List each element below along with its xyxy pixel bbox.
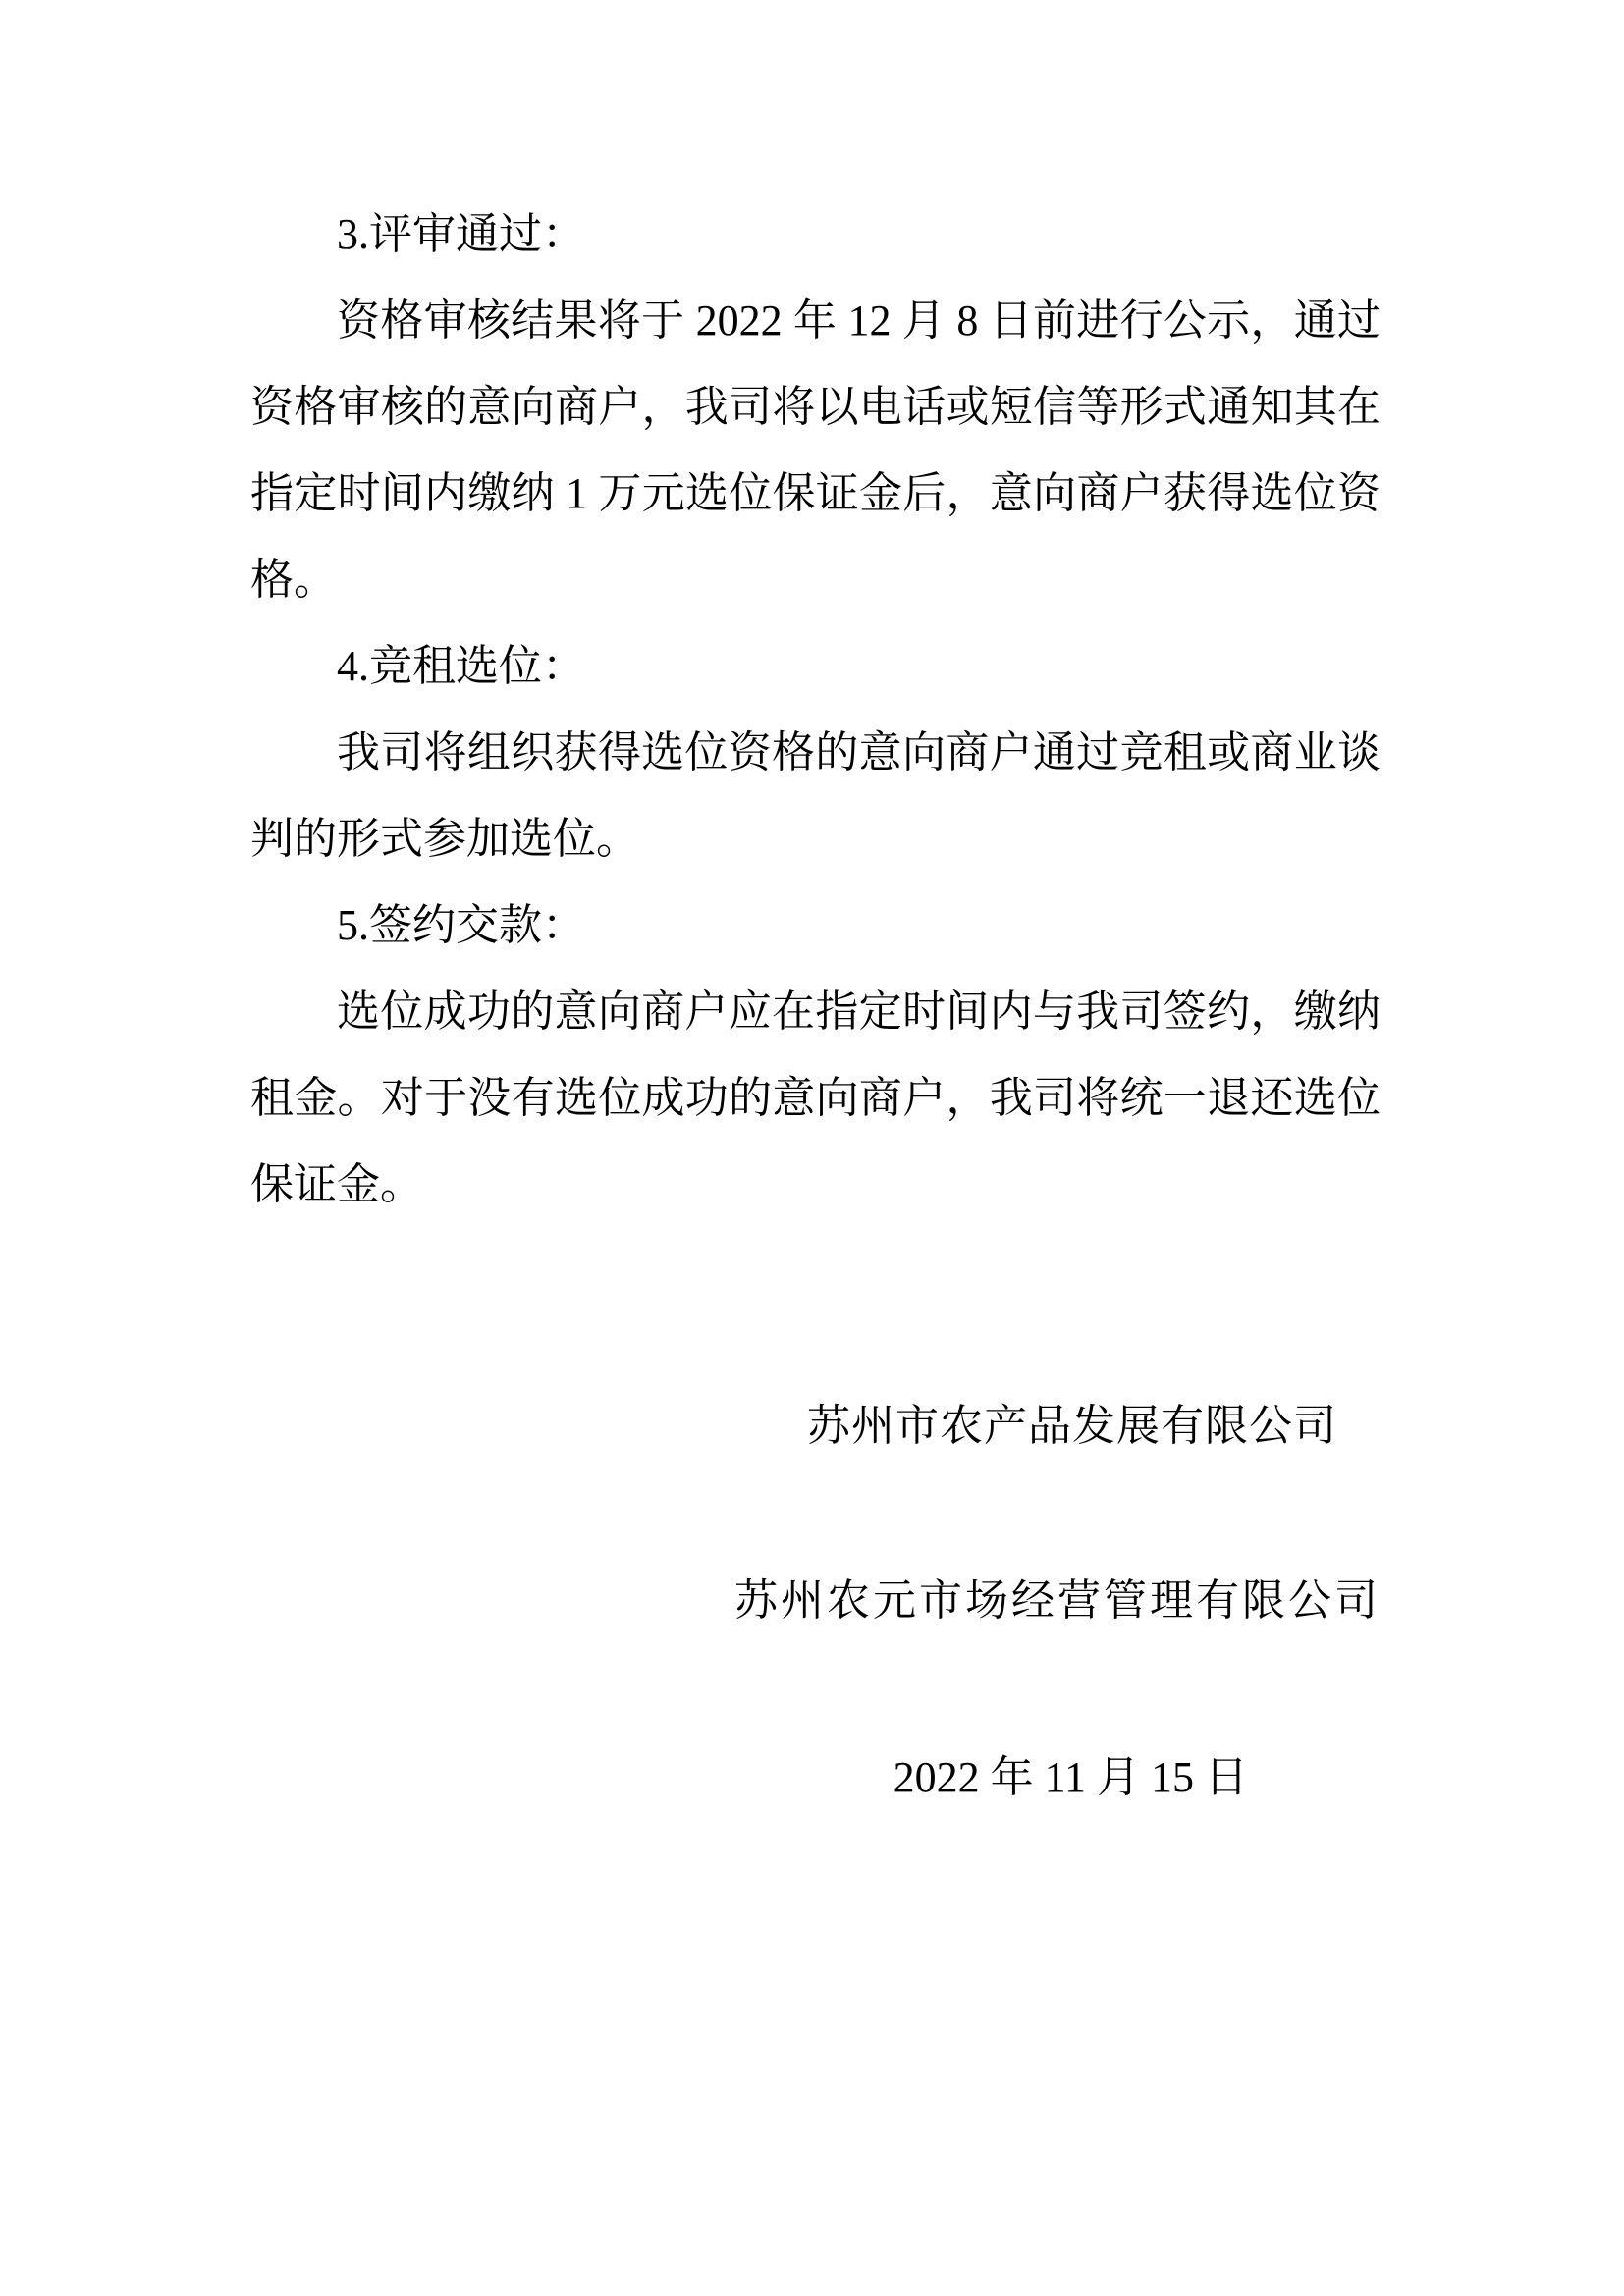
section-4-paragraph: 我司将组织获得选位资格的意向商户通过竞租或商业谈判的形式参加选位。 [250,728,1380,863]
signature-company-1: 苏州市农产品发展有限公司 [807,1402,1337,1450]
section-heading-4: 4.竞租选位： [337,642,585,690]
section-3-paragraph: 资格审核结果将于 2022 年 12 月 8 日前进行公示，通过资格审核的意向商户，我司将以电话或短信等形式通知其在指定时间内缴纳 1 万元选位保证金后，意向商户获得选位资格。 [250,296,1380,604]
signature-company-2: 苏州农元市场经营管理有限公司 [734,1576,1380,1625]
section-5-paragraph: 选位成功的意向商户应在指定时间内与我司签约，缴纳租金。对于没有选位成功的意向商户，我司将统一退还选位保证金。 [250,988,1380,1208]
section-heading-3: 3.评审通过： [337,210,585,258]
section-heading-5: 5.签约交款： [337,901,585,949]
signature-date: 2022 年 11 月 15 日 [893,1753,1248,1801]
